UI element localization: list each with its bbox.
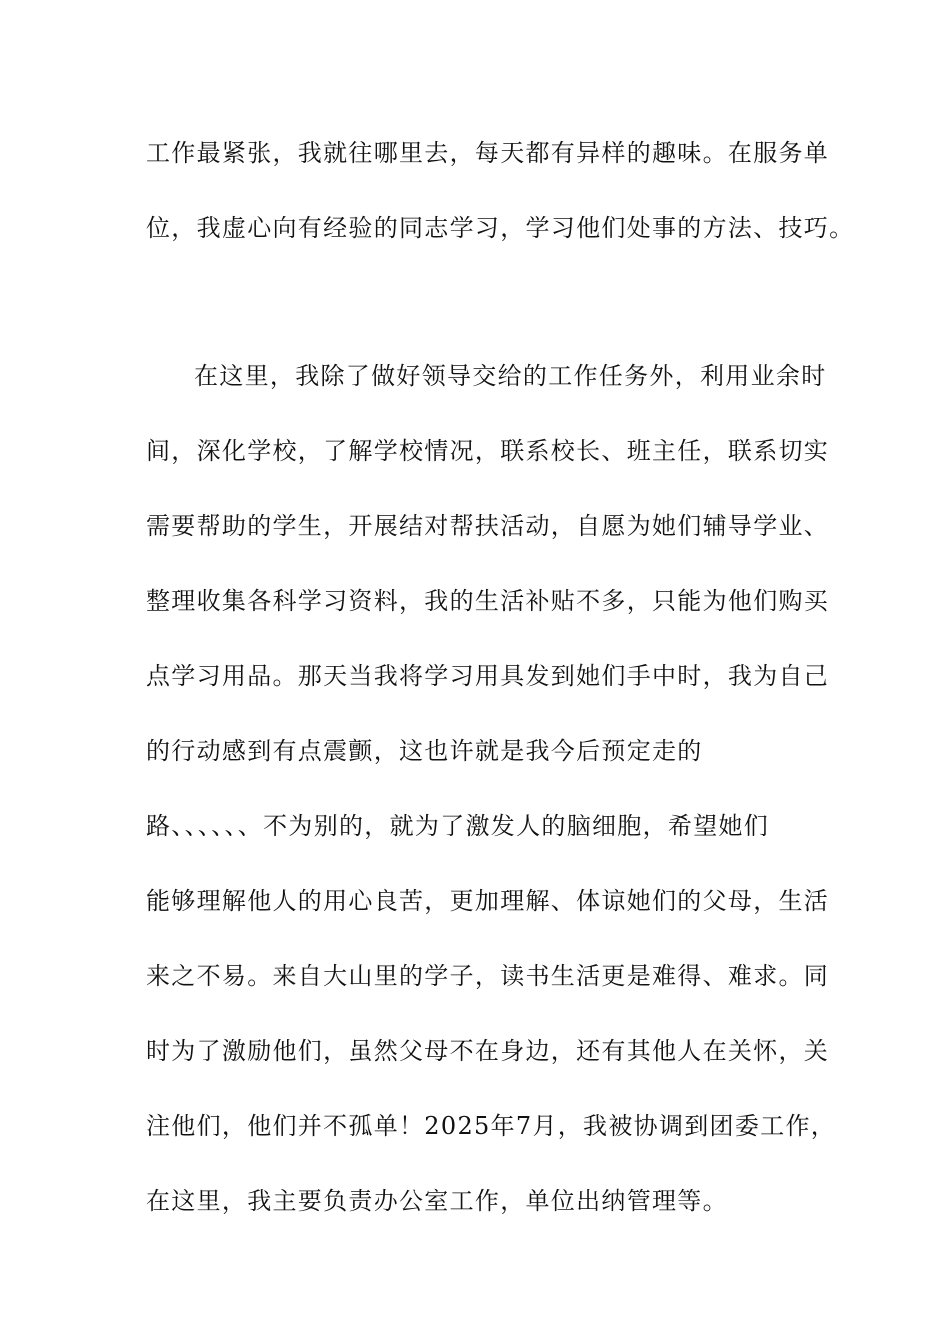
paragraph-2-line-6: 的行动感到有点震颤，这也许就是我今后预定走的 [146, 737, 703, 765]
paragraph-2-line-12: 在这里，我主要负责办公室工作，单位出纳管理等。 [146, 1187, 728, 1215]
paragraph-1-line-1: 工作最紧张，我就往哪里去，每天都有异样的趣味。在服务单 [146, 139, 830, 167]
paragraph-2-line-8: 能够理解他人的用心良苦，更加理解、体谅她们的父母，生活 [146, 887, 830, 915]
paragraph-2-line-2: 间，深化学校，了解学校情况，联系校长、班主任，联系切实 [146, 437, 830, 465]
paragraph-2-line-1: 在这里，我除了做好领导交给的工作任务外，利用业余时 [194, 362, 827, 390]
paragraph-2-line-5: 点学习用品。那天当我将学习用具发到她们手中时，我为自己 [146, 662, 830, 690]
paragraph-2-line-11: 注他们，他们并不孤单！2025年7月，我被协调到团委工作， [146, 1112, 837, 1140]
paragraph-1-line-2: 位，我虚心向有经验的同志学习，学习他们处事的方法、技巧。 [146, 214, 855, 242]
paragraph-2-line-4: 整理收集各科学习资料，我的生活补贴不多，只能为他们购买 [146, 587, 830, 615]
paragraph-2-line-9: 来之不易。来自大山里的学子，读书生活更是难得、难求。同 [146, 962, 830, 990]
paragraph-2-line-7: 路、、、、、、不为别的，就为了激发人的脑细胞，希望她们 [146, 812, 770, 840]
paragraph-2-line-3: 需要帮助的学生，开展结对帮扶活动，自愿为她们辅导学业、 [146, 512, 830, 540]
paragraph-2-line-10: 时为了激励他们，虽然父母不在身边，还有其他人在关怀，关 [146, 1037, 830, 1065]
